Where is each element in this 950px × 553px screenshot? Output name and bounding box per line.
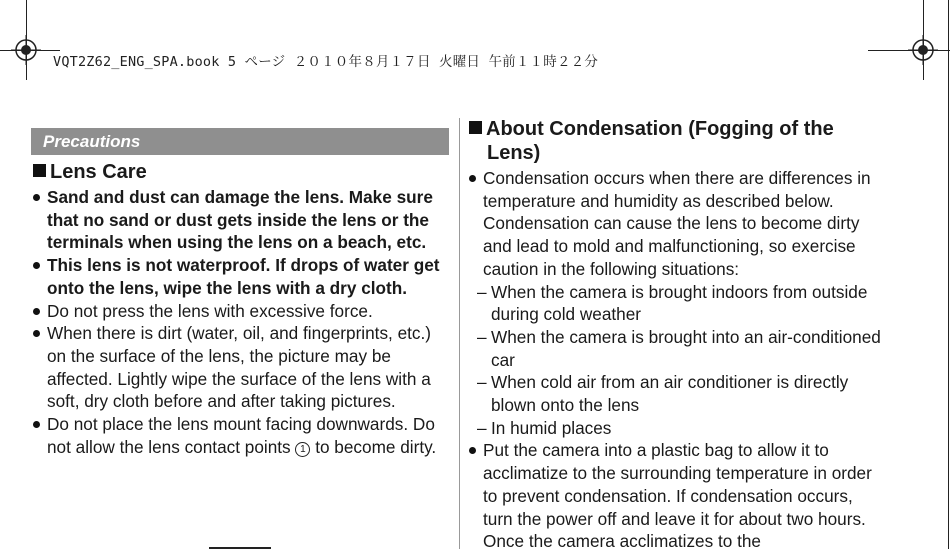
print-file-info: VQT2Z62_ENG_SPA.book 5 ページ ２０１０年８月１７日 火曜日 午前１１時２２分: [53, 54, 599, 70]
condensation-advice: Put the camera into a plastic bag to allow it to acclimatize to the surrounding temperature in order to prevent condensation. If condensation occurs, turn the power off and leave it for about two hours. Once the camera acclimatizes to the: [467, 439, 887, 553]
circled-number-marker: 1: [295, 442, 310, 457]
lens-care-heading: Lens Care: [31, 160, 451, 184]
list-item: Sand and dust can damage the lens. Make sure that no sand or dust gets inside the lens or the terminals when using the lens on a beach, etc.: [31, 186, 451, 254]
registration-mark-left-icon: [11, 35, 41, 65]
column-divider: [459, 118, 460, 549]
list-item: Do not press the lens with excessive force.: [31, 300, 451, 323]
list-item: – When cold air from an air conditioner is directly blown onto the lens: [477, 372, 849, 416]
list-item: – When the camera is brought indoors from outside during cold weather: [477, 281, 868, 325]
condensation-heading: About Condensation (Fogging of the Lens): [467, 117, 887, 165]
list-item: – In humid places: [477, 417, 612, 438]
section-label-precautions: Precautions: [31, 128, 449, 155]
list-item: – When the camera is brought into an air-conditioned car: [477, 326, 881, 370]
list-item: When there is dirt (water, oil, and fingerprints, etc.) on the surface of the lens, the picture may be affected. Lightly wipe the surface of the lens with a soft, dry cloth before and after taking pictures.: [31, 322, 451, 413]
condensation-column: [467, 117, 887, 553]
square-bullet-icon: [33, 164, 46, 177]
square-bullet-icon: [469, 121, 482, 134]
crop-mark-right-edge: [948, 0, 949, 549]
list-item: This lens is not waterproof. If drops of water get onto the lens, wipe the lens with a dry cloth.: [31, 254, 451, 299]
condensation-intro: Condensation occurs when there are differences in temperature and humidity as described below. Condensation can cause the lens to become dirty and lead to mold and malfunctioning, so exercise caution in the following situations:: [467, 167, 887, 281]
lens-care-column: [31, 160, 451, 458]
list-item: Do not place the lens mount facing downwards. Do not allow the lens contact points 1 to become dirty.: [31, 413, 451, 458]
registration-mark-right-icon: [908, 35, 938, 65]
